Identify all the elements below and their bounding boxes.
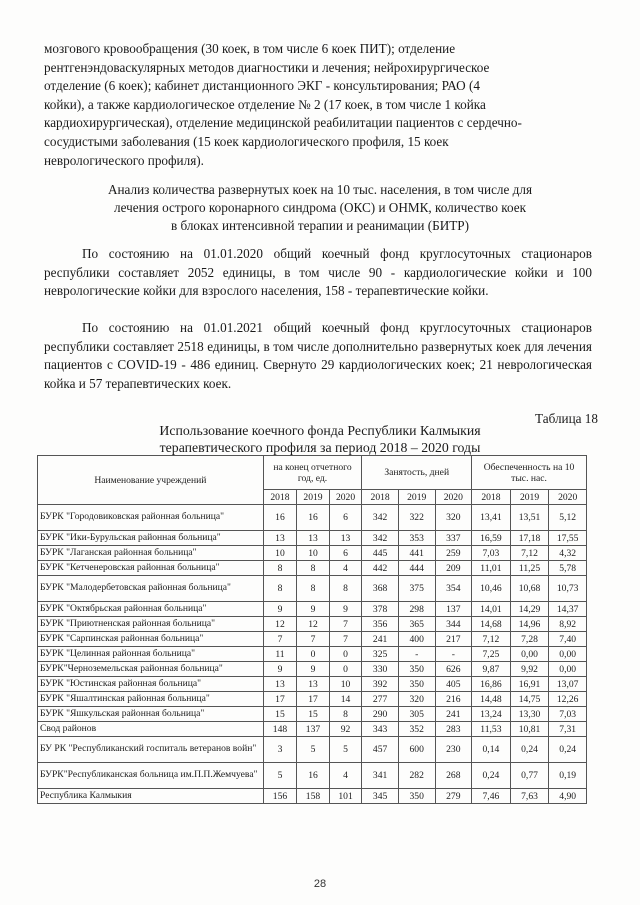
table-cell: 217 [435,632,472,647]
table-cell: 16,91 [510,677,549,692]
table-cell: 4 [329,561,362,576]
table-cell: 13,07 [549,677,587,692]
table-cell: 4 [329,763,362,789]
table-cell: 350 [398,677,435,692]
year-header: 2020 [329,490,362,505]
table-cell: 7 [329,632,362,647]
table-cell: 0,24 [510,737,549,763]
table-cell: 7,25 [472,647,511,662]
table-cell: 14,01 [472,602,511,617]
table-cell: 7,03 [472,546,511,561]
table-cell: 0,00 [549,647,587,662]
table-cell: 9 [263,662,297,677]
table-cell: - [435,647,472,662]
table-cell: 16,86 [472,677,511,692]
table-cell: 6 [329,505,362,531]
table-cell: 14,96 [510,617,549,632]
table-cell: 16 [297,505,330,531]
table-cell: 259 [435,546,472,561]
table-cell: 8 [263,561,297,576]
page-number: 28 [313,878,327,890]
table-cell: 4,90 [549,789,587,804]
table-cell: 16 [263,505,297,531]
table-row [38,561,587,576]
table-cell: 0,00 [549,662,587,677]
table-cell: 354 [435,576,472,602]
table-cell: 0 [329,662,362,677]
table-cell: 7 [329,617,362,632]
table-cell: 14,75 [510,692,549,707]
table-cell: 10,46 [472,576,511,602]
table-cell: 8 [263,576,297,602]
table-cell: 441 [398,546,435,561]
table-cell: 14,48 [472,692,511,707]
table-cell: 322 [398,505,435,531]
table-cell: 241 [435,707,472,722]
table-cell: 9 [297,662,330,677]
institution-name: БУРК "Яшалтинская районная больница" [38,692,264,707]
table-cell: 626 [435,662,472,677]
table-cell: 156 [263,789,297,804]
table-cell: 13,30 [510,707,549,722]
paragraph-2020: По состоянию на 01.01.2020 общий коечный фонд круглосуточных стационаров республики составляет 2052 единицы, в том числе 90 - кардиологические койки и 100 неврологические койки для взрослого населения, 158 - терапевтические койки. [44,246,592,299]
institution-name: БУРК "Ики-Бурульская районная больница" [38,531,264,546]
table-cell: 9 [297,602,330,617]
header-occupancy: Занятость, дней [362,456,472,490]
table-cell: 5,78 [549,561,587,576]
table-cell: 320 [398,692,435,707]
table-cell: 10 [297,546,330,561]
table-row [38,737,587,763]
institution-name: БУРК "Приютненская районная больница" [38,617,264,632]
table-cell: 375 [398,576,435,602]
table-cell: 12 [297,617,330,632]
year-header: 2019 [510,490,549,505]
table-cell: 17 [263,692,297,707]
table-cell: 279 [435,789,472,804]
year-header: 2020 [549,490,587,505]
table-title-line: Использование коечного фонда Республики Калмыкия [159,423,481,438]
table-row [38,662,587,677]
table-cell: - [398,647,435,662]
table-cell: 8 [297,576,330,602]
intro-line: рентгенэндоваскулярных методов диагностики и лечения; нейрохирургическое [44,59,490,75]
heading-line: в блоках интенсивной терапии и реанимации (БИТР) [170,218,470,233]
table-cell: 17,55 [549,531,587,546]
table-row [38,632,587,647]
table-cell: 92 [329,722,362,737]
table-row [38,692,587,707]
table-cell: 5 [297,737,330,763]
table-cell: 12,26 [549,692,587,707]
table-cell: 378 [362,602,399,617]
table-cell: 101 [329,789,362,804]
table-title [130,422,510,456]
table-cell: 14,29 [510,602,549,617]
table-cell: 137 [435,602,472,617]
table-row [38,707,587,722]
table-cell: 342 [362,531,399,546]
table-row [38,505,587,531]
table-cell: 8,92 [549,617,587,632]
year-header: 2019 [297,490,330,505]
institution-name: БУРК "Малодербетовская районная больница" [38,576,264,602]
institution-name: БУРК "Яшкульская районная больница" [38,707,264,722]
table-label: Таблица 18 [535,411,598,426]
intro-line: койки), а также кардиологическое отделение № 2 (17 коек, в том числе 1 койка [44,96,486,112]
institution-name: БУРК"Черноземельская районная больница" [38,662,264,677]
table-cell: 11,53 [472,722,511,737]
table-cell: 0,77 [510,763,549,789]
table-cell: 11,01 [472,561,511,576]
table-cell: 13 [297,531,330,546]
table-cell: 16,59 [472,531,511,546]
year-header: 2020 [435,490,472,505]
table-cell: 337 [435,531,472,546]
table-cell: 0 [297,647,330,662]
table-cell: 12 [263,617,297,632]
table-cell: 325 [362,647,399,662]
table-cell: 8 [297,561,330,576]
heading-line: Анализ количества развернутых коек на 10 тыс. населения, в том числе для [107,182,533,197]
table-cell: 10,73 [549,576,587,602]
table-cell: 400 [398,632,435,647]
year-header: 2018 [362,490,399,505]
intro-line: мозгового кровообращения (30 коек, в том числе 6 коек ПИТ); отделение [44,41,456,56]
table-cell: 10 [329,677,362,692]
header-institution: Наименование учреждений [38,456,264,505]
institution-name: БУРК "Лаганская районная больница" [38,546,264,561]
institution-name: Свод районов [38,722,264,737]
table-cell: 7,31 [549,722,587,737]
table-cell: 368 [362,576,399,602]
table-cell: 7 [297,632,330,647]
table-cell: 7,40 [549,632,587,647]
table-cell: 350 [398,789,435,804]
table-cell: 352 [398,722,435,737]
table-row [38,546,587,561]
table-cell: 14,68 [472,617,511,632]
table-row [38,617,587,632]
year-header: 2018 [472,490,511,505]
institution-name: БУРК"Республиканская больница им.П.П.Жемчуева" [38,763,264,789]
table-cell: 230 [435,737,472,763]
table-cell: 7,12 [510,546,549,561]
table-cell: 241 [362,632,399,647]
table-cell: 283 [435,722,472,737]
table-cell: 330 [362,662,399,677]
table-cell: 7,63 [510,789,549,804]
table-row [38,602,587,617]
table-cell: 7,03 [549,707,587,722]
table-cell: 445 [362,546,399,561]
intro-line: сосудистыми заболевания (15 коек кардиологического профиля, 15 коек [44,133,449,149]
table-cell: 9,87 [472,662,511,677]
table-cell: 0,24 [549,737,587,763]
table-cell: 8 [329,576,362,602]
header-beds: на конец отчетного год, ед. [263,456,362,490]
intro-line: неврологического профиля). [44,152,204,168]
table-cell: 365 [398,617,435,632]
table-cell: 15 [297,707,330,722]
table-cell: 392 [362,677,399,692]
table-cell: 14 [329,692,362,707]
intro-paragraph [44,40,592,170]
institution-name: БУРК "Городовиковская районная больница" [38,505,264,531]
table-cell: 148 [263,722,297,737]
table-cell: 6 [329,546,362,561]
table-cell: 11 [263,647,297,662]
table-cell: 305 [398,707,435,722]
year-header: 2018 [263,490,297,505]
table-cell: 5,12 [549,505,587,531]
table-row [38,647,587,662]
table-cell: 216 [435,692,472,707]
table-cell: 0,24 [472,763,511,789]
institution-name: БУРК "Целинная районная больница" [38,647,264,662]
table-cell: 13 [263,531,297,546]
table-cell: 0,19 [549,763,587,789]
table-cell: 10,81 [510,722,549,737]
intro-line: отделение (6 коек); кабинет дистанционного ЭКГ - консультирования; РАО (4 [44,78,480,94]
table-cell: 13 [263,677,297,692]
table-cell: 13 [329,531,362,546]
table-cell: 0 [329,647,362,662]
table-cell: 344 [435,617,472,632]
table-cell: 290 [362,707,399,722]
year-header: 2019 [398,490,435,505]
table-cell: 17,18 [510,531,549,546]
table-cell: 343 [362,722,399,737]
section-heading [60,181,580,235]
table-cell: 444 [398,561,435,576]
heading-line: лечения острого коронарного синдрома (ОКС) и ОНМК, количество коек [114,200,526,215]
table-cell: 342 [362,505,399,531]
table-cell: 3 [263,737,297,763]
table-row [38,789,587,804]
institution-name: БУРК "Юстинская районная больница" [38,677,264,692]
table-body [38,505,587,804]
institution-name: БУ РК "Республиканский госпиталь ветеранов войн" [38,737,264,763]
table-cell: 457 [362,737,399,763]
table-cell: 356 [362,617,399,632]
paragraph-2021: По состоянию на 01.01.2021 общий коечный фонд круглосуточных стационаров республики составляет 2518 единицы, в том числе дополнительно развернутых коек для лечения пациентов с COVID-19 - 486 единиц. Свернуто 29 кардиологических коек; 21 неврологическая койка и 57 терапевтических коек. [44,320,592,391]
table-row [38,722,587,737]
institution-name: Республика Калмыкия [38,789,264,804]
table-cell: 277 [362,692,399,707]
table-title-line: терапевтического профиля за период 2018 – 2020 годы [159,440,481,455]
table-row [38,576,587,602]
table-cell: 7,12 [472,632,511,647]
table-cell: 16 [297,763,330,789]
table-cell: 341 [362,763,399,789]
table-cell: 0,00 [510,647,549,662]
table-cell: 350 [398,662,435,677]
table-cell: 405 [435,677,472,692]
bed-fund-table [37,455,587,804]
table-cell: 10,68 [510,576,549,602]
table-cell: 13 [297,677,330,692]
table-cell: 137 [297,722,330,737]
institution-name: БУРК "Кетченеровская районная больница" [38,561,264,576]
table-cell: 13,51 [510,505,549,531]
table-cell: 353 [398,531,435,546]
table-cell: 11,25 [510,561,549,576]
header-provision: Обеспеченность на 10 тыс. нас. [472,456,587,490]
table-cell: 5 [263,763,297,789]
institution-name: БУРК "Сарпинская районная больница" [38,632,264,647]
table-cell: 9 [263,602,297,617]
table-cell: 13,41 [472,505,511,531]
table-row [38,763,587,789]
table-cell: 7 [263,632,297,647]
institution-name: БУРК "Октябрьская районная больница" [38,602,264,617]
table-cell: 14,37 [549,602,587,617]
table-cell: 9 [329,602,362,617]
table-cell: 7,28 [510,632,549,647]
table-cell: 345 [362,789,399,804]
table-row [38,677,587,692]
table-cell: 8 [329,707,362,722]
table-cell: 268 [435,763,472,789]
table-cell: 158 [297,789,330,804]
table-cell: 0,14 [472,737,511,763]
table-cell: 15 [263,707,297,722]
table-cell: 10 [263,546,297,561]
table-cell: 298 [398,602,435,617]
table-cell: 600 [398,737,435,763]
table-cell: 5 [329,737,362,763]
table-cell: 209 [435,561,472,576]
intro-line: кардиохирургическая), отделение медицинской реабилитации пациентов с сердечно- [44,115,522,131]
table-cell: 320 [435,505,472,531]
table-cell: 13,24 [472,707,511,722]
table-cell: 7,46 [472,789,511,804]
table-row [38,531,587,546]
table-cell: 282 [398,763,435,789]
table-cell: 9,92 [510,662,549,677]
table-cell: 442 [362,561,399,576]
table-cell: 4,32 [549,546,587,561]
table-cell: 17 [297,692,330,707]
